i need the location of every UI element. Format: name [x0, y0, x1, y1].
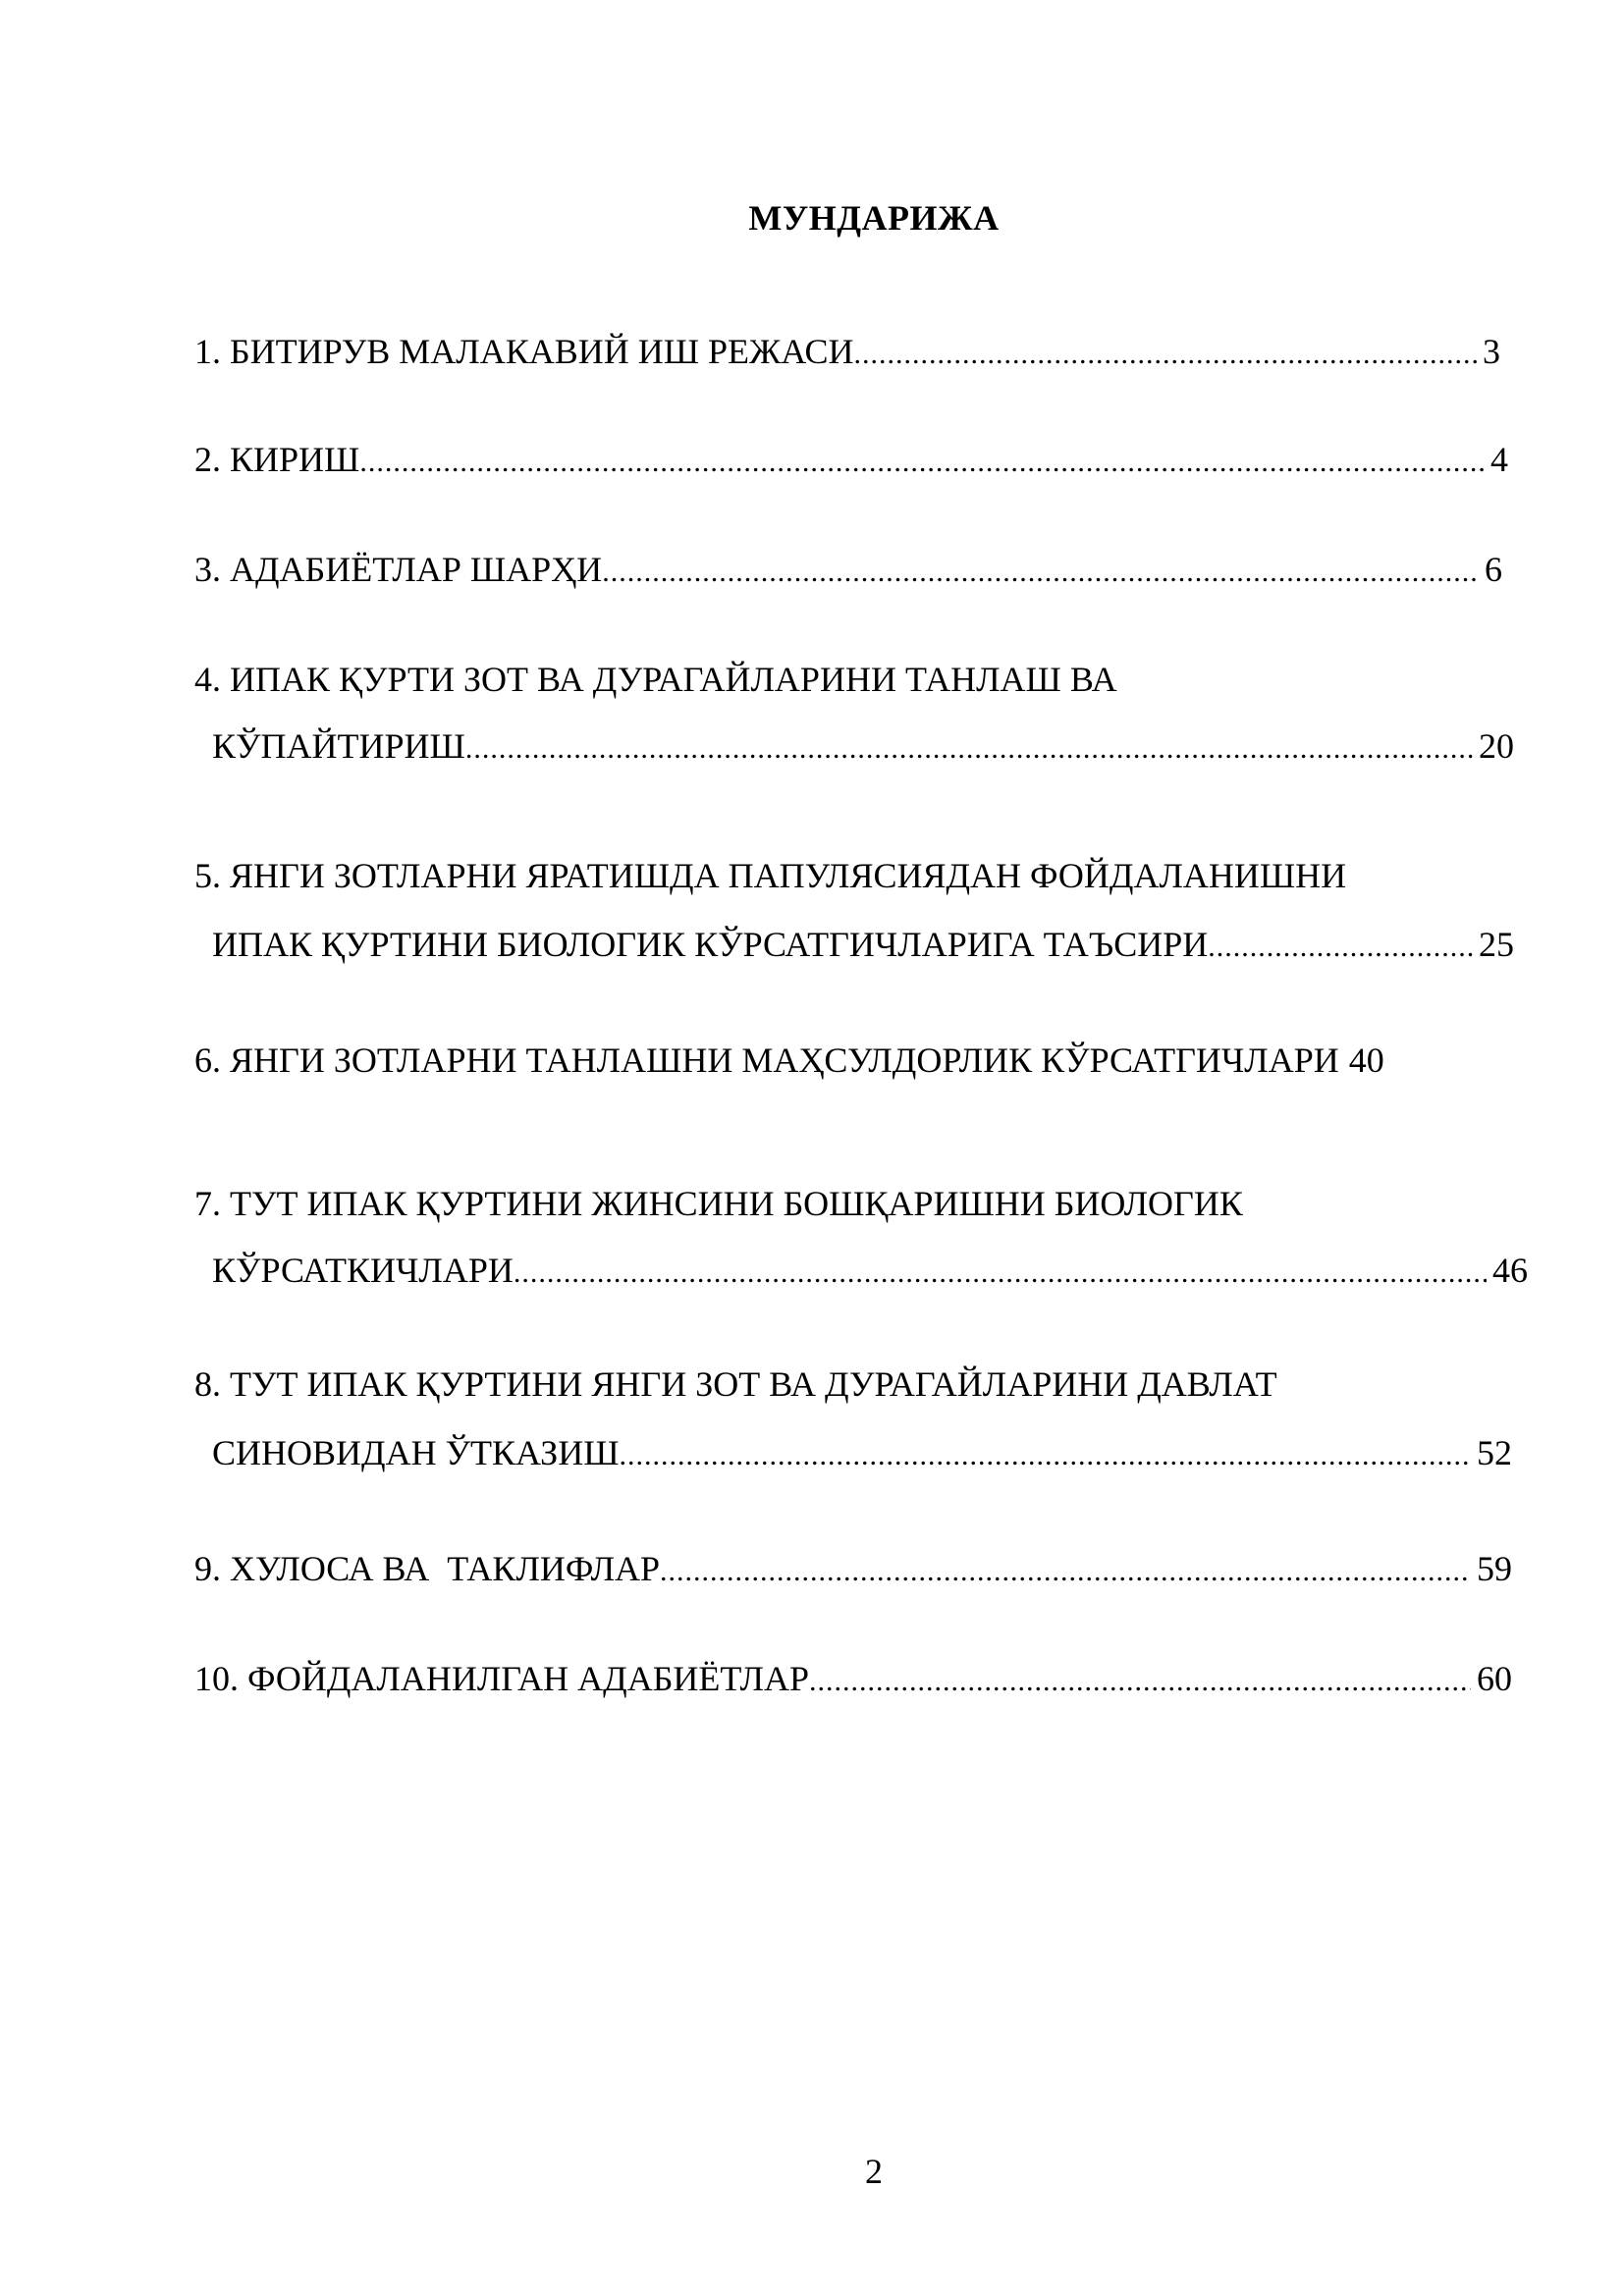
- toc-entry-title: 3. АДАБИЁТЛАР ШАРҲИ: [194, 550, 603, 589]
- toc-page-number: 4: [1490, 440, 1508, 479]
- toc-entry-title: 8. ТУТ ИПАК ҚУРТИНИ ЯНГИ ЗОТ ВА ДУРАГАЙЛАРИНИ ДАВЛАТ: [194, 1364, 1277, 1404]
- toc-page-number: 25: [1479, 925, 1514, 964]
- dot-leader: [620, 1434, 1471, 1477]
- toc-page-number: 6: [1485, 550, 1502, 589]
- toc-entry-6: [194, 1039, 1549, 1082]
- toc-entry-4-continued: [212, 724, 1514, 771]
- toc-entry-5-continued: [212, 923, 1514, 969]
- toc-page-number: 52: [1477, 1433, 1512, 1472]
- toc-entry-title: 2. КИРИШ: [194, 440, 360, 479]
- toc-entry-title: 9. ХУЛОСА ВА ТАКЛИФЛАР: [194, 1549, 661, 1588]
- toc-entry-title: 6. ЯНГИ ЗОТЛАРНИ ТАНЛАШНИ МАҲСУЛДОРЛИК КЎРСАТГИЧЛАРИ: [194, 1041, 1339, 1080]
- toc-page-number: 59: [1477, 1549, 1512, 1588]
- toc-page-number: 40: [1348, 1041, 1384, 1080]
- dot-leader: [465, 727, 1473, 771]
- dot-leader: [514, 1252, 1487, 1295]
- dot-leader: [854, 333, 1477, 376]
- toc-entry-1: [194, 330, 1500, 376]
- toc-entry-title: 1. БИТИРУВ МАЛАКАВИЙ ИШ РЕЖАСИ: [194, 332, 854, 371]
- toc-entry-10: [194, 1657, 1512, 1703]
- toc-entry-2: [194, 438, 1508, 484]
- page-title: МУНДАРИЖА: [748, 198, 1000, 238]
- toc-page-number: 3: [1483, 332, 1500, 371]
- toc-entry-title: 5. ЯНГИ ЗОТЛАРНИ ЯРАТИШДА ПАПУЛЯСИЯДАН ФОЙДАЛАНИШНИ: [194, 856, 1347, 895]
- page-number: 2: [865, 2152, 883, 2191]
- toc-entry-8: [194, 1362, 1549, 1406]
- toc-page-number: 20: [1479, 726, 1514, 766]
- dot-leader: [1208, 926, 1473, 969]
- toc-page-number: 60: [1477, 1659, 1512, 1698]
- toc-entry-5: [194, 854, 1530, 897]
- toc-entry-title: 4. ИПАК ҚУРТИ ЗОТ ВА ДУРАГАЙЛАРИНИ ТАНЛАШ ВА: [194, 660, 1117, 699]
- toc-entry-title: КЎПАЙТИРИШ: [212, 726, 465, 766]
- toc-entry-3: [194, 548, 1502, 594]
- toc-entry-7: [194, 1182, 1530, 1225]
- toc-entry-8-continued: [212, 1431, 1512, 1477]
- toc-entry-title: 7. ТУТ ИПАК ҚУРТИНИ ЖИНСИНИ БОШҚАРИШНИ БИОЛОГИК: [194, 1184, 1243, 1223]
- dot-leader: [359, 441, 1485, 484]
- toc-entry-title: 10. ФОЙДАЛАНИЛГАН АДАБИЁТЛАР: [194, 1659, 809, 1698]
- toc-entry-7-continued: [212, 1249, 1528, 1295]
- toc-entry-title: СИНОВИДАН ЎТКАЗИШ: [212, 1433, 620, 1472]
- dot-leader: [809, 1660, 1471, 1703]
- toc-entry-4: [194, 658, 1530, 701]
- dot-leader: [602, 551, 1479, 594]
- toc-entry-title: КЎРСАТКИЧЛАРИ: [212, 1251, 514, 1290]
- toc-entry-9: [194, 1547, 1512, 1593]
- toc-page-number: 46: [1492, 1251, 1528, 1290]
- toc-entry-title: ИПАК ҚУРТИНИ БИОЛОГИК КЎРСАТГИЧЛАРИГА ТАЪСИРИ: [212, 925, 1209, 964]
- dot-leader: [660, 1550, 1471, 1593]
